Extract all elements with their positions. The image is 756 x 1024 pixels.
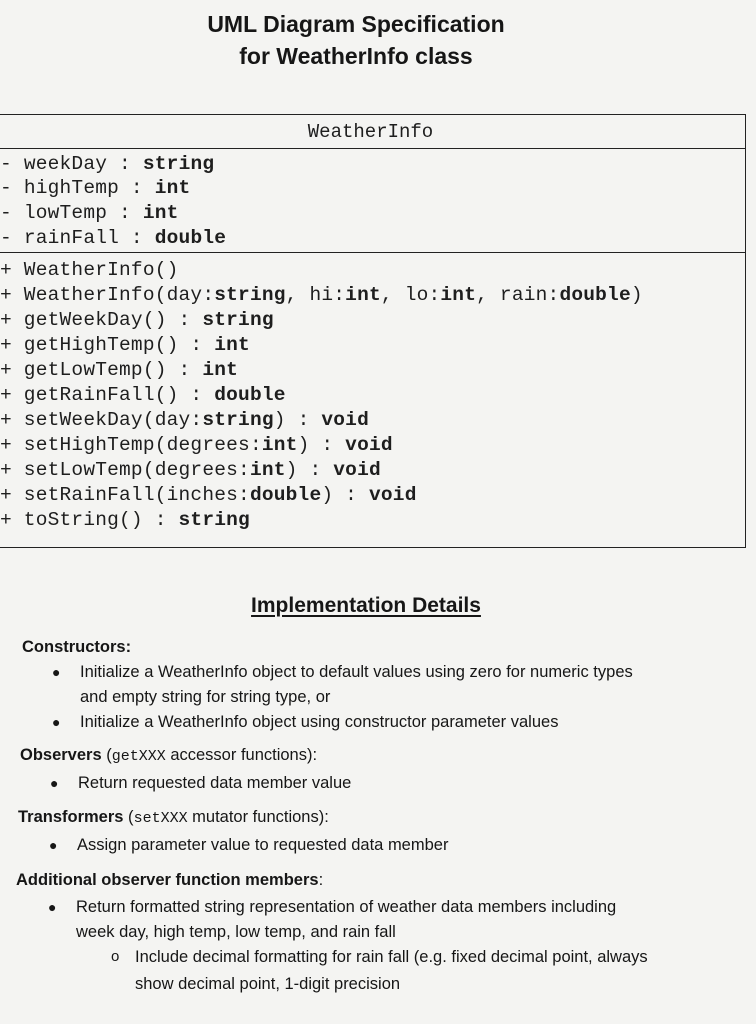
sub-bullet-cont: show decimal point, 1-digit precision	[135, 975, 401, 993]
uml-method: + getWeekDay() : string	[0, 309, 274, 331]
additional-observers-label: Additional observer function members:	[16, 871, 324, 889]
uml-method: + setHighTemp(degrees:int) : void	[0, 434, 393, 456]
page-title-line-1: UML Diagram Specification	[207, 11, 505, 37]
uml-method: + setRainFall(inches:double) : void	[0, 484, 417, 506]
uml-method: + setLowTemp(degrees:int) : void	[0, 459, 381, 481]
uml-attribute: - highTemp : int	[0, 177, 191, 199]
uml-method: + WeatherInfo()	[0, 259, 179, 281]
uml-attribute: - lowTemp : int	[0, 202, 179, 224]
uml-method: + toString() : string	[0, 509, 250, 531]
hollow-bullet-icon: o	[111, 948, 120, 965]
additional-bullet-cont: week day, high temp, low temp, and rain fall	[76, 923, 396, 941]
constructors-bullet-1-cont: and empty string for string type, or	[80, 688, 331, 706]
bullet-icon: ●	[52, 714, 61, 730]
bullet-icon: ●	[48, 899, 57, 915]
constructors-bullet-2: ● Initialize a WeatherInfo object using constructor parameter values	[80, 710, 558, 734]
page-title-line-2: for WeatherInfo class	[239, 43, 473, 69]
bullet-icon: ●	[52, 664, 61, 680]
uml-method: + getLowTemp() : int	[0, 359, 239, 381]
bullet-icon: ●	[50, 775, 59, 791]
bullet-icon: ●	[49, 837, 58, 853]
uml-attribute: - rainFall : double	[0, 227, 227, 249]
uml-method: + getHighTemp() : int	[0, 334, 250, 356]
uml-attributes-compartment	[0, 149, 745, 253]
observers-bullet: ● Return requested data member value	[78, 771, 351, 795]
uml-class-diagram	[0, 114, 746, 548]
uml-method: + setWeekDay(day:string) : void	[0, 409, 369, 431]
transformers-bullet: ● Assign parameter value to requested data member	[77, 833, 448, 857]
implementation-heading: Implementation Details	[251, 594, 481, 617]
additional-bullet: ● Return formatted string representation of weather data members including	[76, 895, 616, 919]
uml-method: + WeatherInfo(day:string, hi:int, lo:int, rain:double)	[0, 284, 643, 306]
uml-method: + getRainFall() : double	[0, 384, 286, 406]
sub-bullet: o Include decimal formatting for rain fall (e.g. fixed decimal point, always	[135, 945, 648, 969]
constructors-label: Constructors:	[22, 638, 132, 656]
uml-attribute: - weekDay : string	[0, 153, 215, 175]
constructors-bullet-1: ● Initialize a WeatherInfo object to default values using zero for numeric types	[80, 660, 633, 684]
observers-label: Observers (getXXX accessor functions):	[20, 746, 318, 765]
uml-class-name: WeatherInfo	[0, 115, 745, 149]
transformers-label: Transformers (setXXX mutator functions):	[18, 808, 329, 827]
